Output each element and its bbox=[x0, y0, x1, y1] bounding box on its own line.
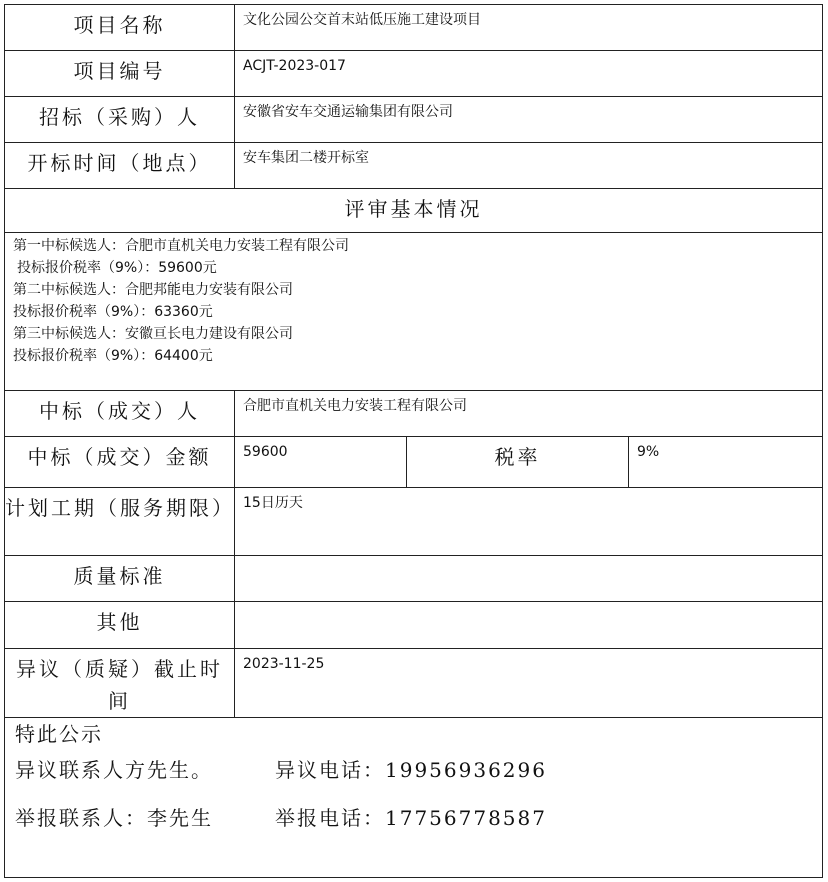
report-phone: 举报电话：17756778587 bbox=[275, 806, 547, 830]
row-amount bbox=[5, 437, 823, 488]
candidate-3-line: 第三中标候选人：安徽亘长电力建设有限公司 bbox=[13, 326, 293, 342]
period-label: 计划工期（服务期限） bbox=[5, 488, 235, 556]
bid-opening-value: 安车集团二楼开标室 bbox=[235, 143, 823, 189]
row-review-title bbox=[5, 189, 823, 233]
row-other bbox=[5, 602, 823, 649]
objection-deadline-value: 2023-11-25 bbox=[235, 649, 823, 718]
project-no-value: ACJT-2023-017 bbox=[235, 51, 823, 97]
candidate-1-price: 投标报价税率（9%）：59600元 bbox=[17, 260, 217, 276]
objection-deadline-label: 异议（质疑）截止时间 bbox=[5, 649, 235, 718]
candidate-1-line: 第一中标候选人：合肥市直机关电力安装工程有限公司 bbox=[13, 238, 349, 254]
row-period bbox=[5, 488, 823, 556]
report-contact-line bbox=[15, 804, 812, 852]
candidate-2-price: 投标报价税率（9%）：63360元 bbox=[13, 304, 213, 320]
row-project-name bbox=[5, 5, 823, 51]
row-quality bbox=[5, 556, 823, 602]
notice-heading: 特此公示 bbox=[15, 722, 103, 746]
row-bid-opening bbox=[5, 143, 823, 189]
objection-contact: 异议联系人方先生。 bbox=[15, 758, 213, 782]
tenderer-label: 招标（采购）人 bbox=[5, 97, 235, 143]
quality-label: 质量标准 bbox=[5, 556, 235, 602]
row-footer bbox=[5, 718, 823, 878]
amount-label: 中标（成交）金额 bbox=[5, 437, 235, 488]
bid-opening-label: 开标时间（地点） bbox=[5, 143, 235, 189]
quality-value bbox=[235, 556, 823, 602]
row-project-no bbox=[5, 51, 823, 97]
other-label: 其他 bbox=[5, 602, 235, 649]
tenderer-value: 安徽省安车交通运输集团有限公司 bbox=[235, 97, 823, 143]
tax-rate-label: 税率 bbox=[407, 437, 629, 488]
objection-contact-line bbox=[15, 756, 812, 804]
report-contact: 举报联系人：李先生 bbox=[15, 806, 213, 830]
footer-notice bbox=[5, 718, 823, 878]
row-winner bbox=[5, 391, 823, 437]
tax-rate-value: 9% bbox=[629, 437, 823, 488]
winner-label: 中标（成交）人 bbox=[5, 391, 235, 437]
review-section-title: 评审基本情况 bbox=[5, 189, 823, 233]
row-tenderer bbox=[5, 97, 823, 143]
period-value: 15日历天 bbox=[235, 488, 823, 556]
project-name-label: 项目名称 bbox=[5, 5, 235, 51]
winner-value: 合肥市直机关电力安装工程有限公司 bbox=[235, 391, 823, 437]
project-no-label: 项目编号 bbox=[5, 51, 235, 97]
amount-value: 59600 bbox=[235, 437, 407, 488]
row-review-results bbox=[5, 233, 823, 391]
objection-phone: 异议电话：19956936296 bbox=[275, 758, 547, 782]
project-name-value: 文化公园公交首末站低压施工建设项目 bbox=[235, 5, 823, 51]
announcement-table bbox=[4, 4, 823, 878]
row-objection-deadline bbox=[5, 649, 823, 718]
candidate-2-line: 第二中标候选人：合肥邦能电力安装有限公司 bbox=[13, 282, 293, 298]
other-value bbox=[235, 602, 823, 649]
review-results bbox=[5, 233, 823, 391]
candidate-3-price: 投标报价税率（9%）：64400元 bbox=[13, 348, 213, 364]
